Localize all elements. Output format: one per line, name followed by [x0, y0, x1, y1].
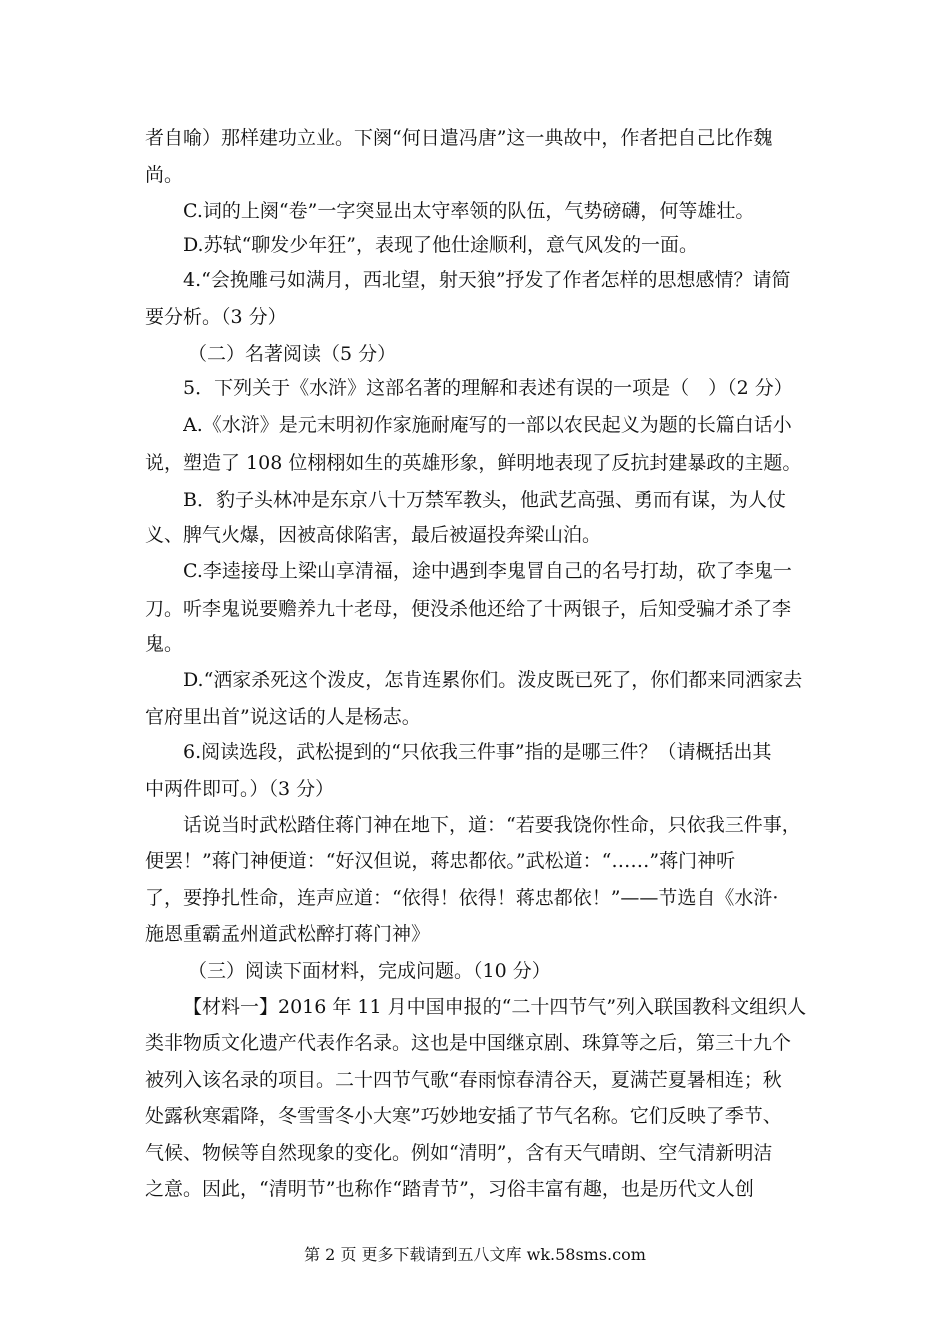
- text-line: 之意。因此，“清明节”也称作“踏青节”，习俗丰富有趣，也是历代文人创: [145, 1178, 754, 1200]
- text-line: 说，塑造了 108 位栩栩如生的英雄形象，鲜明地表现了反抗封建暴政的主题。: [145, 452, 802, 474]
- text-line: 处露秋寒霜降，冬雪雪冬小大寒”巧妙地安插了节气名称。它们反映了季节、: [145, 1105, 782, 1127]
- text-line: 刀。听李鬼说要赡养九十老母，便没杀他还给了十两银子，后知受骗才杀了李: [145, 598, 792, 620]
- emphasis-char: 误: [575, 377, 595, 399]
- excerpt-line: 话说当时武松踏住蒋门神在地下，道：“若要我饶你性命，只依我三件事，: [183, 814, 801, 836]
- text-line: 义、脾气火爆，因被高俅陷害，最后被逼投奔梁山泊。: [145, 524, 602, 546]
- question-5-prefix: 5．下列关于《水浒》这部名著的理解和表述: [183, 377, 557, 399]
- text-line: 中两件即可。）（3 分）: [145, 778, 335, 800]
- text-line: 者自喻）那样建功立业。下阕“何日遣冯唐”这一典故中，作者把自己比作魏: [145, 127, 773, 149]
- text-line: 要分析。（3 分）: [145, 306, 287, 328]
- text-line: 被列入该名录的项目。二十四节气歌“春雨惊春清谷天，夏满芒夏暑相连；秋: [145, 1069, 782, 1091]
- option-d-line: D.“洒家杀死这个泼皮，怎肯连累你们。泼皮既已死了，你们都来同洒家去: [183, 669, 803, 691]
- text-line: 类非物质文化遗产代表作名录。这也是中国继京剧、珠算等之后，第三十九个: [145, 1032, 792, 1054]
- option-c-line: C.词的上阕“卷”一字突显出太守率领的队伍，气势磅礴，何等雄壮。: [183, 200, 755, 222]
- excerpt-line: 便罢！”蒋门神便道：“好汉但说，蒋忠都依。”武松道：“……”蒋门神听: [145, 850, 736, 872]
- question-6-line: 6.阅读选段，武松提到的“只依我三件事”指的是哪三件？（请概括出其: [183, 741, 772, 763]
- excerpt-line: 施恩重霸孟州道武松醉打蒋门神》: [145, 923, 431, 945]
- text-line: 气候、物候等自然现象的变化。例如“清明”，含有天气晴朗、空气清新明洁: [145, 1142, 773, 1164]
- question-4-line: 4.“会挽雕弓如满月，西北望，射天狼”抒发了作者怎样的思想感情？请简: [183, 269, 791, 291]
- section-heading-reading: （三）阅读下面材料，完成问题。（10 分）: [188, 960, 551, 982]
- excerpt-line: 了，要挣扎性命，连声应道：“依得！依得！蒋忠都依！”——节选自《水浒·: [145, 887, 779, 909]
- option-c-line: C.李逵接母上梁山享清福，途中遇到李鬼冒自己的名号打劫，砍了李鬼一: [183, 560, 792, 582]
- material-one-line: 【材料一】2016 年 11 月中国申报的“二十四节气”列入联国教科文组织人: [183, 996, 807, 1018]
- section-heading-famous-works: （二）名著阅读（5 分）: [188, 343, 397, 365]
- question-5-line: [183, 376, 815, 400]
- text-line: 鬼。: [145, 633, 184, 655]
- emphasis-char: 有: [556, 377, 576, 399]
- option-b-line: B．豹子头林冲是东京八十万禁军教头，他武艺高强、勇而有谋，为人仗: [183, 489, 786, 511]
- option-d-line: D.苏轼“聊发少年狂”，表现了他仕途顺利，意气风发的一面。: [183, 234, 699, 256]
- text-line: 尚。: [145, 164, 184, 186]
- option-a-line: A.《水浒》是元末明初作家施耐庵写的一部以农民起义为题的长篇白话小: [183, 414, 792, 436]
- page-footer: 第 2 页 更多下载请到五八文库 wk.58sms.com: [304, 1245, 646, 1264]
- question-5-suffix: 的一项是（ ）（2 分）: [594, 377, 793, 399]
- text-line: 官府里出首”说这话的人是杨志。: [145, 706, 421, 728]
